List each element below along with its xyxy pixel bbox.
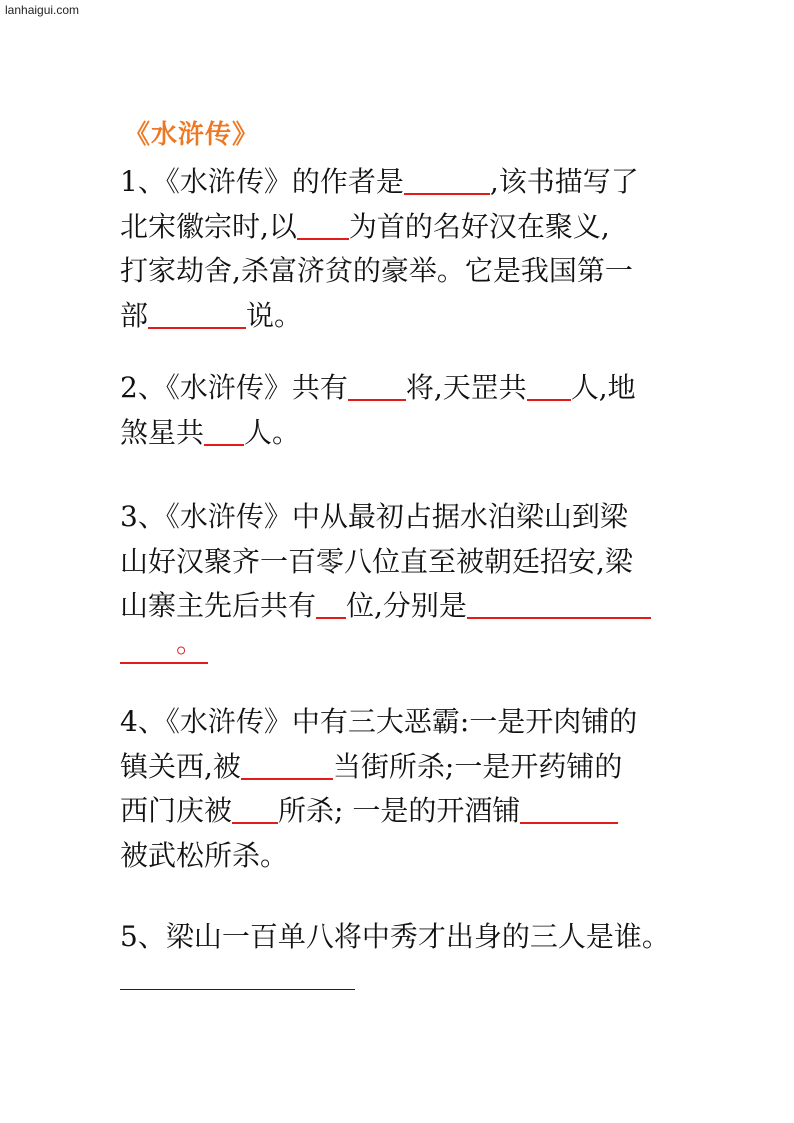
watermark: lanhaigui.com [5, 3, 80, 17]
q1-text: 北宋徽宗时,以 [120, 209, 297, 243]
q2-text: 煞星共 [120, 415, 205, 449]
q1-text: 为首的名好汉在聚义, [348, 209, 610, 243]
q3-text: 山好汉聚齐一百零八位直至被朝廷招安,梁 [120, 544, 633, 578]
q1-text: 部 [120, 298, 149, 332]
q3-blank-names[interactable] [467, 589, 651, 619]
q1-blank-author[interactable] [404, 165, 490, 195]
question-2 [120, 366, 690, 455]
q5-text: 5、梁山一百单八将中秀才出身的三人是谁。 [120, 920, 670, 953]
q2-blank-total[interactable] [348, 371, 406, 401]
q3-period: 。 [176, 626, 205, 659]
question-4 [120, 700, 690, 878]
q2-text: 人。 [244, 415, 301, 449]
q2-text: 人,地 [570, 371, 636, 404]
q2-text: 将,天罡共 [405, 371, 527, 404]
q3-text: 位,分别是 [346, 589, 467, 622]
q4-blank-killer2[interactable] [232, 794, 278, 824]
q4-text: 被武松所杀。 [120, 838, 289, 872]
q3-text: 山寨主先后共有 [120, 589, 317, 622]
q1-blank-leader[interactable] [297, 210, 349, 240]
q3-blank-count[interactable] [316, 589, 346, 619]
q1-text: 1、《水浒传》的作者是 [120, 165, 404, 198]
q4-blank-villain3[interactable] [520, 794, 618, 824]
page-title: 《水浒传》 [124, 120, 260, 150]
q3-text: 3、《水浒传》中从最初占据水泊梁山到梁 [120, 500, 628, 533]
q1-text: 打家劫舍,杀富济贫的豪举。它是我国第一 [120, 254, 633, 287]
q5-answer-line[interactable] [120, 989, 355, 990]
q2-text: 2、《水浒传》共有 [120, 371, 348, 404]
q2-blank-disha[interactable] [204, 416, 244, 446]
question-3 [120, 495, 690, 673]
q1-text: ,该书描写了 [489, 165, 639, 198]
q1-blank-genre[interactable] [148, 299, 246, 329]
q4-blank-killer1[interactable] [241, 750, 333, 780]
question-5 [120, 915, 690, 960]
question-1 [120, 160, 690, 338]
q4-text: 镇关西,被 [120, 749, 241, 783]
q2-blank-tiangang[interactable] [527, 371, 571, 401]
q4-text: 西门庆被 [120, 794, 233, 827]
q4-text: 当街所杀;一是开药铺的 [332, 749, 623, 783]
q4-text: 4、《水浒传》中有三大恶霸:一是开肉铺的 [120, 705, 638, 738]
q3-blank-names-cont[interactable] [120, 626, 208, 664]
q4-text: 所杀; 一是的开酒铺 [278, 794, 521, 827]
q1-text: 说。 [246, 298, 303, 332]
